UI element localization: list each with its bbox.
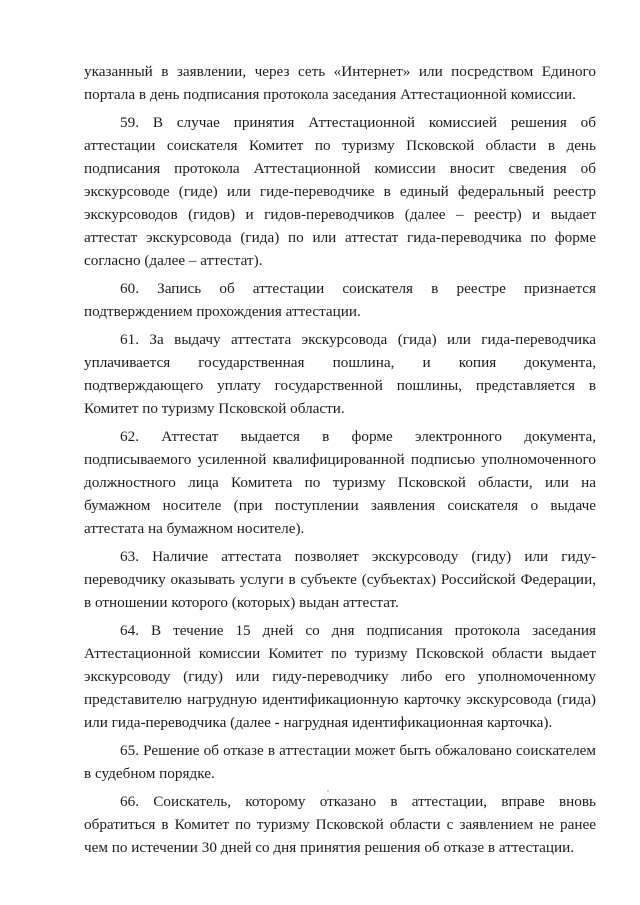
document-page [84, 60, 596, 864]
scan-dust-speck [327, 790, 329, 792]
paragraph-64: 64. В течение 15 дней со дня подписания протокола заседания Аттестационной комиссии Комитет по туризму Псковской области выдает экскурсоводу (гиду) или гиду-переводчику либо его уполномоченному представителю нагрудную идентификационную карточку экскурсовода (гида) или гида-переводчика (далее - нагрудная идентификационная карточка). [84, 622, 596, 731]
paragraph-60: 60. Запись об аттестации соискателя в реестре признается подтверждением прохождения аттестации. [84, 280, 596, 320]
paragraph-continuation: указанный в заявлении, через сеть «Интернет» или посредством Единого портала в день подписания протокола заседания Аттестационной комиссии. [84, 63, 596, 103]
paragraph-63: 63. Наличие аттестата позволяет экскурсоводу (гиду) или гиду-переводчику оказывать услуги в субъекте (субъектах) Российской Федерации, в отношении которого (которых) выдан аттестат. [84, 548, 596, 611]
paragraph-61: 61. За выдачу аттестата экскурсовода (гида) или гида-переводчика уплачивается государственная пошлина, и копия документа, подтверждающего уплату государственной пошлины, представляется в Комитет по туризму Псковской области. [84, 331, 596, 417]
paragraph-62: 62. Аттестат выдается в форме электронного документа, подписываемого усиленной квалифицированной подписью уполномоченного должностного лица Комитета по туризму Псковской области, или на бумажном носителе (при поступлении заявления соискателя о выдаче аттестата на бумажном носителе). [84, 428, 596, 537]
paragraph-66: 66. Соискатель, которому отказано в аттестации, вправе вновь обратиться в Комитет по туризму Псковской области с заявлением не ранее чем по истечении 30 дней со дня принятия решения об отказе в аттестации. [84, 793, 596, 856]
paragraph-59: 59. В случае принятия Аттестационной комиссией решения об аттестации соискателя Комитет по туризму Псковской области в день подписания протокола Аттестационной комиссии вносит сведения об экскурсоводе (гиде) или гиде-переводчике в единый федеральный реестр экскурсоводов (гидов) и гидов-переводчиков (далее – реестр) и выдает аттестат экскурсовода (гида) по или аттестат гида-переводчика по форме согласно (далее – аттестат). [84, 114, 596, 269]
paragraph-65: 65. Решение об отказе в аттестации может быть обжаловано соискателем в судебном порядке. [84, 742, 596, 782]
